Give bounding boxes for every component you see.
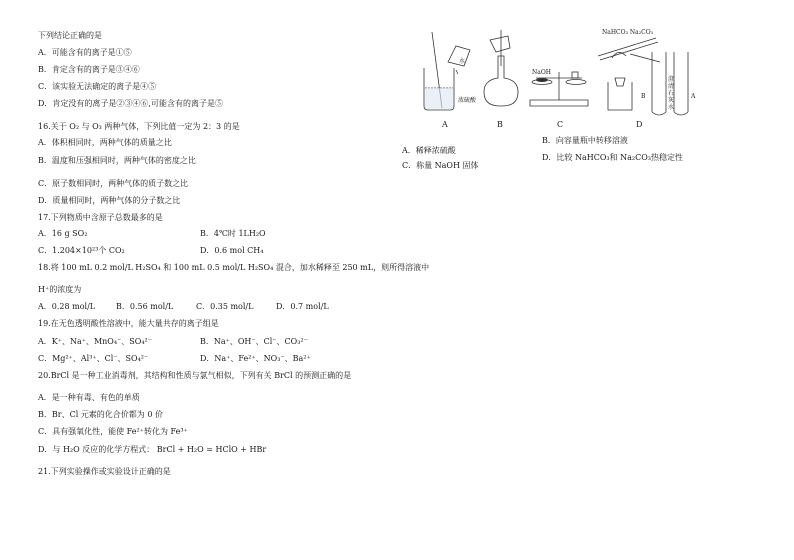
panel-letter-c: C xyxy=(557,120,564,129)
q15-option-b: B．肯定含有的离子是③④⑥ xyxy=(38,65,140,74)
q21-option-d: D．比较 NaHCO₃和 Na₂CO₃热稳定性 xyxy=(542,153,683,162)
q19-option-b: B．Na⁺、OH⁻、Cl⁻、CO₃²⁻ xyxy=(200,337,308,346)
q21-apparatus-figure xyxy=(412,26,698,132)
q20-option-b: B．Br、Cl 元素的化合价都为 0 价 xyxy=(38,410,163,419)
label-concentrated-acid: 浓硫酸 xyxy=(458,97,477,104)
q18-option-d: D．0.7 mol/L xyxy=(276,302,329,311)
apparatus-drawing xyxy=(412,26,698,132)
q17-option-b: B．4℃时 1LH₂O xyxy=(200,229,266,238)
q15-option-a: A．可能含有的离子是①⑤ xyxy=(38,48,132,57)
q17-option-d: D．0.6 mol CH₄ xyxy=(200,246,264,255)
q18-stem-line1: 18.将 100 mL 0.2 mol/L H₂SO₄ 和 100 mL 0.5 mol/L H₂SO₄ 混合，加水稀释至 250 mL，则所得溶液中 xyxy=(38,263,430,272)
q18-option-b: B．0.56 mol/L xyxy=(116,302,174,311)
panel-letter-b: B xyxy=(497,120,503,129)
q16-option-c: C．原子数相同时，两种气体的质子数之比 xyxy=(38,179,189,188)
q15-stem: 下列结论正确的是 xyxy=(38,31,102,40)
label-tube-b: B xyxy=(641,93,646,100)
q16-stem: 16.关于 O₂ 与 O₃ 两种气体，下列比值一定为 2：3 的是 xyxy=(38,122,240,131)
q18-option-c: C．0.35 mol/L xyxy=(196,302,254,311)
q18-option-a: A．0.28 mol/L xyxy=(38,302,96,311)
q17-stem: 17.下列物质中含原子总数最多的是 xyxy=(38,213,163,222)
label-water: 水 xyxy=(459,58,466,65)
q19-option-c: C．Mg²⁺、Al³⁺、Cl⁻、SO₄²⁻ xyxy=(38,354,149,363)
q20-option-a: A．是一种有毒、有色的单质 xyxy=(38,393,140,402)
label-limewater: 澄清石灰水 xyxy=(668,76,675,111)
q15-option-c: C．该实验无法确定的离子是④⑤ xyxy=(38,82,157,91)
q21-option-a: A．稀释浓硫酸 xyxy=(402,146,456,155)
q20-option-c: C．具有强氧化性，能使 Fe²⁺转化为 Fe³⁺ xyxy=(38,427,188,436)
q16-option-a: A．体积相同时，两种气体的质量之比 xyxy=(38,138,172,147)
q17-option-c: C．1.204×10²³个 CO₂ xyxy=(38,246,125,255)
q19-stem: 19.在无色透明酸性溶液中，能大量共存的离子组是 xyxy=(38,319,219,328)
q21-option-c: C．称量 NaOH 固体 xyxy=(402,161,479,170)
q20-stem: 20.BrCl 是一种工业消毒剂，其结构和性质与氯气相似，下列有关 BrCl 的预测正确的是 xyxy=(38,371,352,380)
q21-option-b: B．向容量瓶中转移溶液 xyxy=(542,136,628,145)
q21-stem: 21.下列实验操作或实验设计正确的是 xyxy=(38,467,171,476)
label-salts: NaHCO₃ Na₂CO₃ xyxy=(602,29,654,36)
panel-letter-d: D xyxy=(636,120,643,129)
q16-option-d: D．质量相同时，两种气体的分子数之比 xyxy=(38,196,181,205)
q17-option-a: A．16 g SO₂ xyxy=(38,229,88,238)
label-tube-a: A xyxy=(691,93,696,100)
q19-option-a: A．K⁺、Na⁺、MnO₄⁻、SO₄²⁻ xyxy=(38,337,152,346)
q18-stem-line2: H⁺的浓度为 xyxy=(38,285,82,294)
q15-option-d: D．肯定没有的离子是②③④⑥,可能含有的离子是⑤ xyxy=(38,99,223,108)
q19-option-d: D．Na⁺、Fe²⁺、NO₃⁻、Ba²⁺ xyxy=(200,354,311,363)
panel-letter-a: A xyxy=(442,120,448,129)
label-naoh: NaOH xyxy=(532,69,551,76)
q20-option-d: D．与 H₂O 反应的化学方程式： BrCl + H₂O = HClO + HBr xyxy=(38,445,267,454)
q16-option-b: B．温度和压强相同时，两种气体的密度之比 xyxy=(38,156,196,165)
